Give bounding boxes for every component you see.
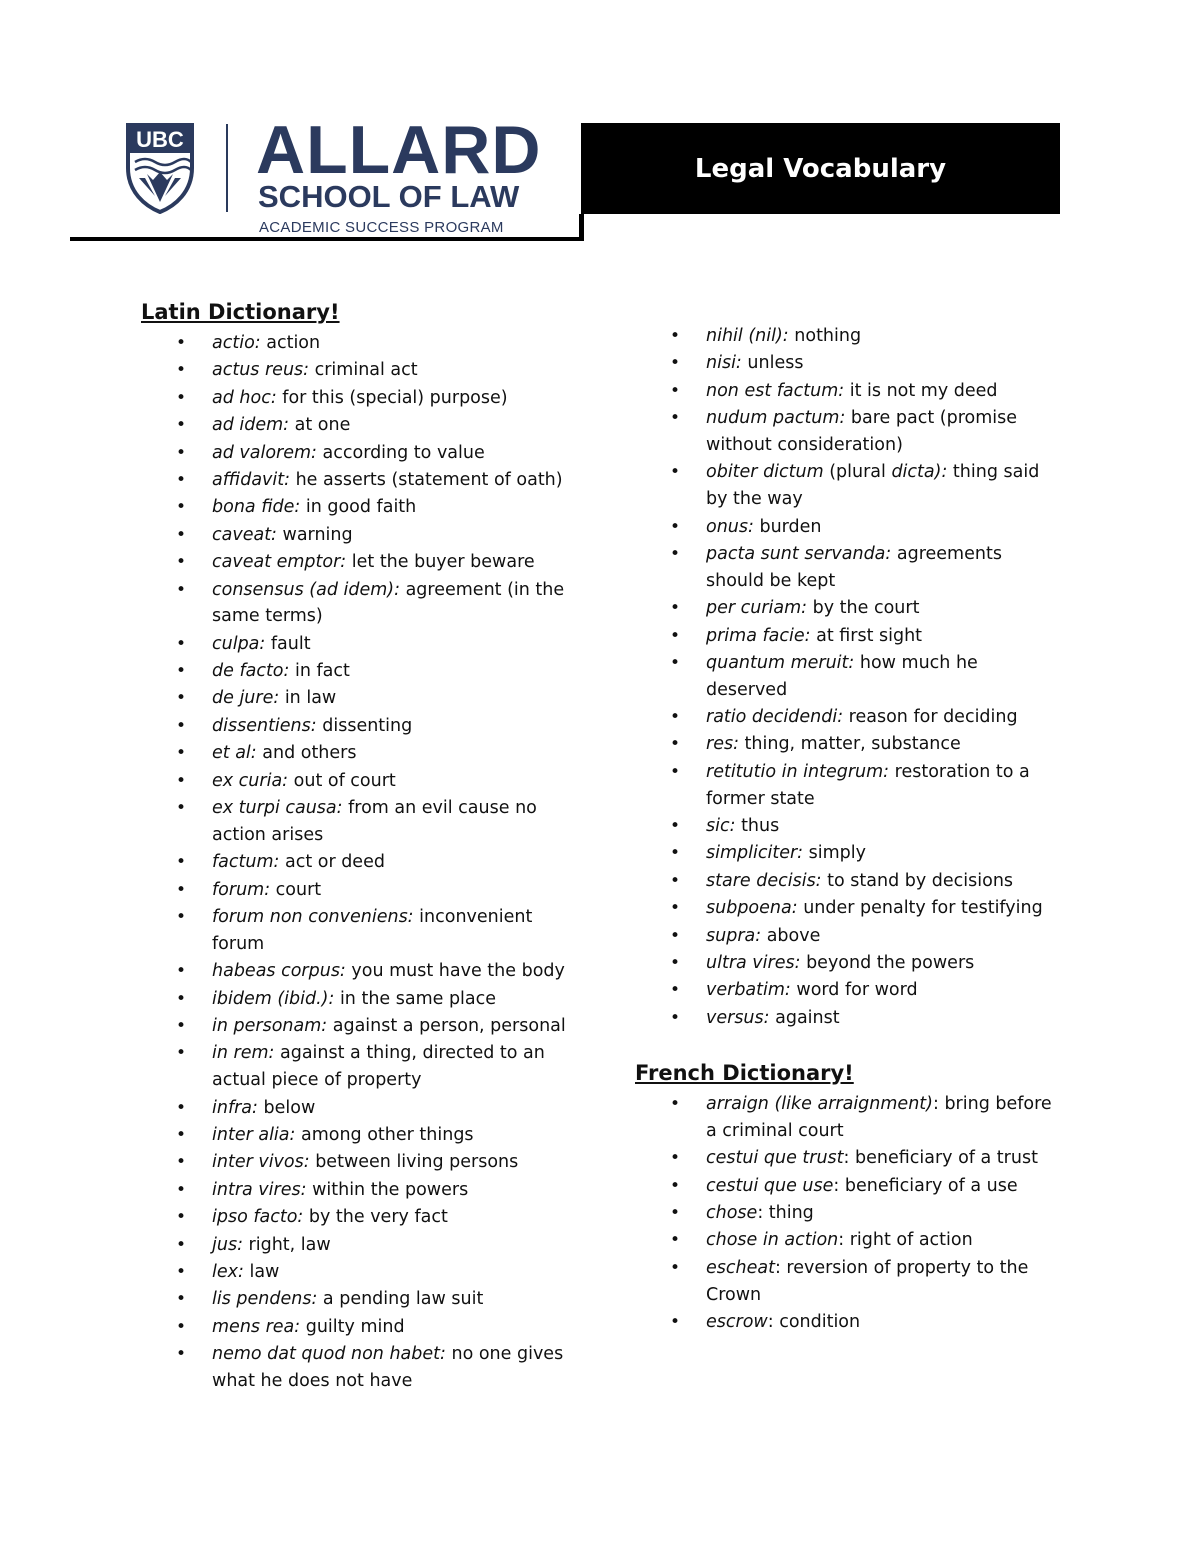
list-item: [706, 405, 1056, 459]
list-item: [212, 577, 582, 631]
list-item: [706, 731, 1056, 758]
list-item: [212, 385, 582, 412]
term: verbatim:: [706, 980, 791, 1001]
definition: beyond the powers: [800, 953, 975, 974]
term: escheat: [706, 1257, 775, 1278]
definition: nothing: [788, 326, 862, 346]
definition: action: [260, 333, 321, 353]
header-divider: [226, 124, 228, 212]
list-item: [706, 1145, 1061, 1172]
term: cestui que trust: [706, 1148, 844, 1169]
term: chose in action: [706, 1230, 839, 1251]
list-item: [212, 740, 582, 767]
term: affidavit:: [212, 469, 291, 490]
definition: no one gives what he does not have: [212, 1344, 564, 1391]
list-item: [212, 467, 582, 494]
term: arraign (like arraignment): [706, 1094, 933, 1114]
term: ultra vires:: [706, 953, 801, 974]
list-item: [212, 877, 582, 904]
term: inter vivos:: [212, 1152, 310, 1173]
definition: unless: [741, 353, 804, 374]
latin-list-column-2: [706, 323, 1056, 1032]
definition: above: [761, 925, 821, 946]
list-item: [212, 549, 582, 576]
list-item: [212, 849, 582, 876]
definition: let the buyer beware: [346, 552, 535, 573]
definition: within the powers: [306, 1179, 469, 1200]
definition: among other things: [295, 1124, 474, 1145]
definition: under penalty for testifying: [797, 898, 1043, 919]
term: onus:: [706, 516, 754, 537]
list-item: [706, 1255, 1061, 1309]
definition: dissenting: [316, 715, 413, 736]
definition: fault: [265, 633, 311, 654]
list-item: [212, 1286, 582, 1313]
definition: inconvenient forum: [212, 907, 533, 954]
list-item: [706, 840, 1056, 867]
term: intra vires:: [212, 1179, 307, 1200]
term: escrow: [706, 1311, 768, 1332]
term: pacta sunt servanda:: [706, 543, 892, 564]
crest-label: UBC: [136, 127, 184, 152]
list-item: [212, 1013, 582, 1040]
term: nisi:: [706, 353, 742, 374]
term: et al:: [212, 743, 257, 764]
term: nudum pactum:: [706, 408, 846, 429]
term: de facto:: [212, 661, 290, 682]
definition: thus: [735, 816, 780, 837]
definition: a pending law suit: [317, 1289, 484, 1310]
list-item: [706, 378, 1056, 405]
list-item: [706, 1005, 1056, 1032]
list-item: [212, 330, 582, 357]
list-item: [212, 685, 582, 712]
list-item: [706, 595, 1056, 622]
definition: in the same place: [334, 988, 497, 1009]
header-rule: [70, 237, 584, 241]
definition: restoration to a former state: [706, 761, 1030, 809]
definition: word for word: [790, 980, 918, 1001]
definition: reason for deciding: [843, 707, 1018, 728]
definition: by the court: [807, 598, 920, 619]
term: dissentiens:: [212, 715, 317, 736]
definition: out of court: [288, 770, 396, 791]
definition: right, law: [242, 1234, 331, 1255]
term: ex curia:: [212, 770, 289, 791]
term: ibidem (ibid.):: [212, 988, 335, 1009]
definition: according to value: [316, 442, 485, 463]
definition: : condition: [767, 1311, 861, 1332]
term: nihil (nil):: [706, 326, 789, 346]
term: retitutio in integrum:: [706, 761, 890, 782]
definition: against: [769, 1007, 840, 1028]
term: lex:: [212, 1261, 244, 1282]
definition: at first sight: [810, 625, 923, 646]
definition: thing, matter, substance: [738, 734, 961, 755]
list-item: [212, 1232, 582, 1259]
definition: : beneficiary of a trust: [843, 1148, 1038, 1169]
term: caveat emptor:: [212, 552, 347, 573]
list-item: [706, 1200, 1061, 1227]
definition: : beneficiary of a use: [833, 1175, 1018, 1196]
list-item: [706, 950, 1056, 977]
list-item: [212, 1149, 582, 1176]
latin-heading: Latin Dictionary!: [141, 300, 340, 324]
term: bona fide:: [212, 497, 301, 518]
term: inter alia:: [212, 1124, 296, 1145]
term: ad idem:: [212, 415, 290, 436]
list-item: [212, 795, 582, 849]
list-item: [212, 958, 582, 985]
term: simpliciter:: [706, 843, 804, 864]
definition: criminal act: [309, 360, 418, 381]
definition: against a person, personal: [327, 1015, 566, 1036]
list-item: [706, 1091, 1061, 1145]
list-item: [212, 713, 582, 740]
list-item: [212, 1177, 582, 1204]
definition: at one: [289, 415, 351, 436]
list-item: [706, 759, 1056, 813]
definition: how much he deserved: [706, 652, 978, 700]
definition: thing said by the way: [706, 462, 1040, 510]
term: ad valorem:: [212, 442, 317, 463]
list-item: [212, 1122, 582, 1149]
list-item: [706, 813, 1056, 840]
list-item: [212, 357, 582, 384]
term: stare decisis:: [706, 870, 822, 891]
list-item: [706, 350, 1056, 377]
list-item: [212, 1314, 582, 1341]
definition: you must have the body: [345, 961, 565, 982]
term: consensus (ad idem):: [212, 579, 401, 600]
list-item: [212, 631, 582, 658]
list-item: [212, 1204, 582, 1231]
list-item: [212, 904, 582, 958]
definition: court: [270, 879, 322, 900]
term: mens rea:: [212, 1316, 301, 1337]
term: versus:: [706, 1007, 770, 1028]
term: prima facie:: [706, 625, 811, 646]
term: de jure:: [212, 688, 280, 709]
ubc-crest-logo: [125, 122, 195, 214]
definition: between living persons: [309, 1152, 519, 1173]
list-item: [706, 895, 1056, 922]
list-item: [706, 541, 1056, 595]
list-item: [706, 650, 1056, 704]
definition: : thing: [757, 1202, 814, 1223]
list-item: [706, 923, 1056, 950]
definition: he asserts (statement of oath): [290, 469, 563, 490]
definition: by the very fact: [303, 1207, 448, 1228]
term: supra:: [706, 925, 762, 946]
latin-list-column-1: [212, 330, 582, 1395]
definition: in fact: [289, 661, 350, 682]
definition: from an evil cause no action arises: [212, 798, 537, 845]
definition: (plural: [823, 462, 892, 483]
term: sic:: [706, 816, 736, 837]
term: forum non conveniens:: [212, 907, 414, 928]
definition: to stand by decisions: [821, 870, 1014, 891]
definition: and others: [256, 743, 357, 764]
definition: warning: [276, 524, 353, 545]
brand-name: ALLARD: [256, 112, 542, 188]
term: per curiam:: [706, 598, 808, 619]
definition: it is not my deed: [844, 380, 998, 401]
list-item: [706, 977, 1056, 1004]
list-item: [706, 459, 1056, 513]
list-item: [212, 1095, 582, 1122]
list-item: [212, 986, 582, 1013]
french-list: [706, 1091, 1061, 1336]
term: lis pendens:: [212, 1289, 318, 1310]
definition: bare pact (promise without consideration): [706, 408, 1018, 455]
list-item: [706, 514, 1056, 541]
list-item: [706, 623, 1056, 650]
term: jus:: [212, 1234, 243, 1255]
term: caveat:: [212, 524, 277, 545]
definition: law: [243, 1261, 280, 1282]
list-item: [212, 522, 582, 549]
term: in personam:: [212, 1015, 328, 1036]
term: ad hoc:: [212, 387, 277, 408]
header-rule-tick: [579, 214, 584, 241]
term: obiter dictum: [706, 462, 824, 483]
french-heading: French Dictionary!: [635, 1061, 854, 1085]
term: nemo dat quod non habet:: [212, 1344, 446, 1365]
definition: below: [257, 1097, 316, 1118]
list-item: [212, 494, 582, 521]
list-item: [706, 323, 1056, 350]
term: subpoena:: [706, 898, 798, 919]
definition: against a thing, directed to an actual piece of property: [212, 1043, 545, 1091]
term: ratio decidendi:: [706, 707, 844, 728]
definition: : bring before a criminal court: [706, 1094, 1052, 1141]
list-item: [706, 1173, 1061, 1200]
term: res:: [706, 734, 739, 755]
list-item: [706, 1309, 1061, 1336]
term: factum:: [212, 852, 280, 873]
list-item: [706, 868, 1056, 895]
definition: act or deed: [279, 852, 385, 873]
list-item: [212, 1259, 582, 1286]
term: ex turpi causa:: [212, 798, 343, 819]
term: habeas corpus:: [212, 961, 346, 982]
definition: : right of action: [838, 1230, 973, 1251]
list-item: [706, 1227, 1061, 1254]
list-item: [212, 440, 582, 467]
list-item: [212, 1341, 582, 1395]
list-item: [212, 658, 582, 685]
brand-school: SCHOOL OF LAW: [258, 179, 520, 214]
definition: burden: [753, 516, 822, 537]
definition: : reversion of property to the Crown: [706, 1257, 1029, 1305]
definition: guilty mind: [300, 1316, 405, 1337]
list-item: [212, 1040, 582, 1094]
term: quantum meruit:: [706, 652, 855, 673]
term: actus reus:: [212, 360, 310, 381]
term: in rem:: [212, 1043, 275, 1064]
list-item: [212, 768, 582, 795]
definition: in law: [279, 688, 337, 709]
definition: simply: [803, 843, 866, 864]
term: ipso facto:: [212, 1207, 304, 1228]
term: infra:: [212, 1097, 258, 1118]
list-item: [212, 412, 582, 439]
list-item: [706, 704, 1056, 731]
term: dicta):: [891, 462, 948, 483]
definition: for this (special) purpose): [276, 387, 508, 408]
term: actio:: [212, 333, 261, 353]
brand-program: ACADEMIC SUCCESS PROGRAM: [259, 219, 504, 236]
term: chose: [706, 1202, 758, 1223]
term: non est factum:: [706, 380, 845, 401]
definition: agreement (in the same terms): [212, 579, 565, 627]
term: forum:: [212, 879, 271, 900]
term: cestui que use: [706, 1175, 834, 1196]
title-banner: [581, 123, 1060, 214]
page-title: Legal Vocabulary: [694, 153, 947, 184]
definition: in good faith: [300, 497, 417, 518]
term: culpa:: [212, 633, 266, 654]
definition: agreements should be kept: [706, 543, 1002, 591]
